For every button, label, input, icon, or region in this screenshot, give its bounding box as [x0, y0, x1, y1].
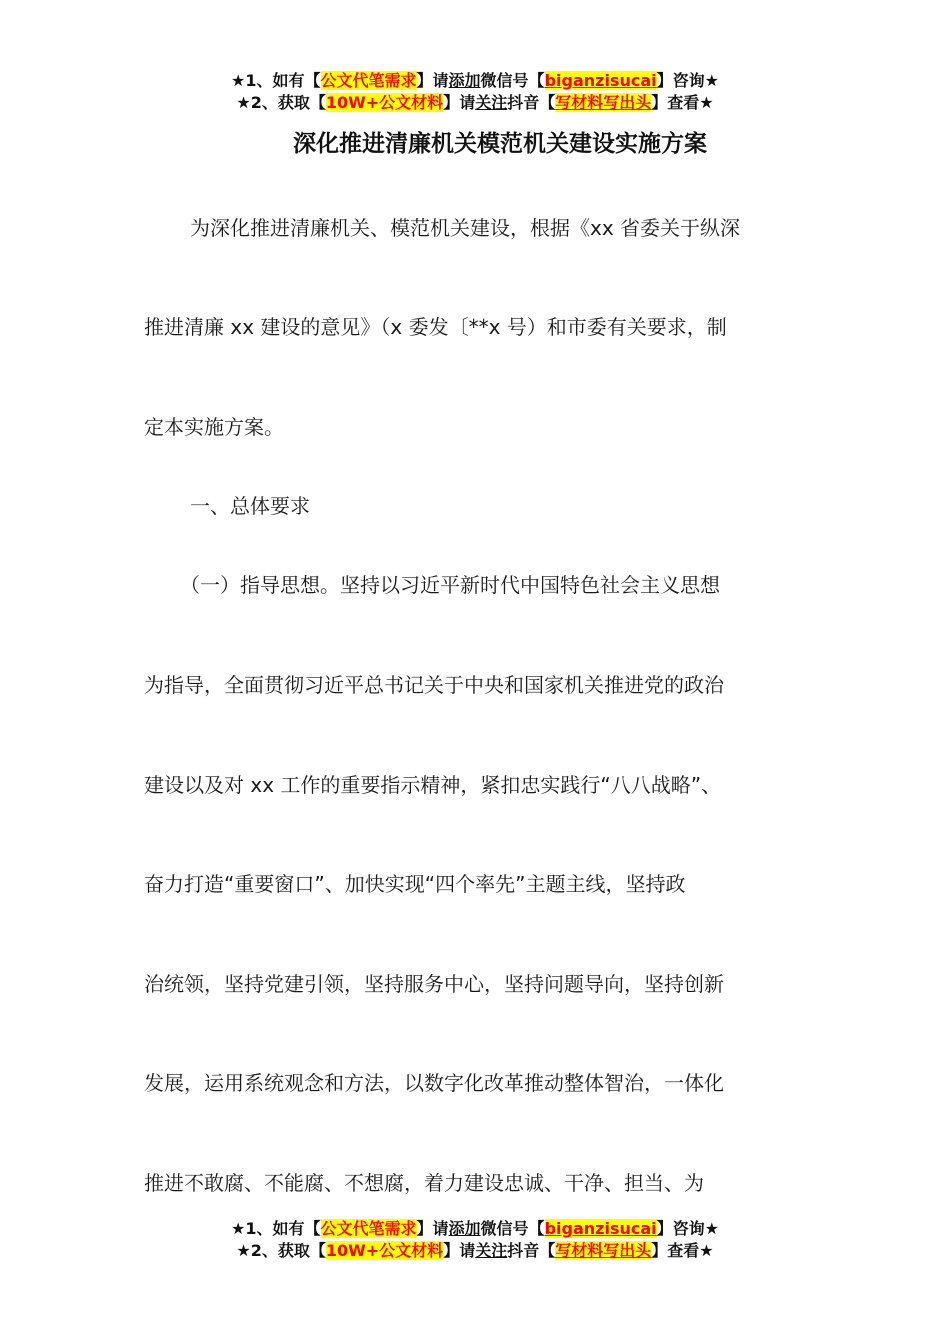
banner-highlight-tag: 10W+公文材料	[325, 93, 444, 112]
banner-wechat-id: biganzisucai	[544, 71, 657, 90]
banner-text: 】请	[443, 93, 476, 112]
banner-line-1	[0, 1218, 950, 1240]
document-title: 深化推进清廉机关模范机关建设实施方案	[293, 131, 707, 157]
body-line: 发展，运用系统观念和方法，以数字化改革推动整体智治，一体化	[144, 1071, 724, 1095]
banner-text: 抖音【	[507, 93, 556, 112]
banner-highlight-tag: 公文代笔需求	[320, 71, 417, 90]
banner-highlight-tag: 10W+公文材料	[325, 1241, 444, 1260]
banner-emphasis: 添加	[448, 71, 481, 90]
section-heading: 一、总体要求	[190, 494, 310, 518]
body-line: 为指导，全面贯彻习近平总书记关于中央和国家机关推进党的政治	[144, 673, 724, 697]
banner-emphasis: 关注	[475, 93, 508, 112]
body-line: 定本实施方案。	[144, 415, 284, 439]
header-banner	[0, 70, 950, 114]
banner-line-2	[0, 1240, 950, 1262]
banner-text: 抖音【	[507, 1241, 556, 1260]
banner-text: 】查看★	[651, 1241, 714, 1260]
body-line: 推进不敢腐、不能腐、不想腐，着力建设忠诚、干净、担当、为	[144, 1171, 704, 1195]
body-line: 治统领，坚持党建引领，坚持服务中心，坚持问题导向，坚持创新	[144, 972, 724, 996]
banner-emphasis: 添加	[448, 1219, 481, 1238]
banner-text: 】请	[416, 71, 449, 90]
body-line: （一）指导思想。坚持以习近平新时代中国特色社会主义思想	[180, 573, 720, 597]
banner-text: 】查看★	[651, 93, 714, 112]
banner-line-2	[0, 92, 950, 114]
banner-wechat-id: biganzisucai	[544, 1219, 657, 1238]
body-line: 推进清廉 xx 建设的意见》（x 委发〔**x 号）和市委有关要求，制	[144, 315, 727, 339]
banner-douyin-id: 写材料写出头	[555, 1241, 652, 1260]
banner-text: ★2、获取【	[236, 1241, 326, 1260]
body-line: 建设以及对 xx 工作的重要指示精神，紧扣忠实践行“八八战略”、	[144, 773, 722, 797]
banner-text: 】咨询★	[656, 71, 719, 90]
banner-douyin-id: 写材料写出头	[555, 93, 652, 112]
banner-text: 微信号【	[480, 1219, 545, 1238]
body-line: 为深化推进清廉机关、模范机关建设，根据《xx 省委关于纵深	[190, 216, 741, 240]
banner-text: ★2、获取【	[236, 93, 326, 112]
banner-text: 】请	[443, 1241, 476, 1260]
body-line: 奋力打造“重要窗口”、加快实现“四个率先”主题主线，坚持政	[144, 872, 686, 896]
banner-line-1	[0, 70, 950, 92]
banner-text: 】咨询★	[656, 1219, 719, 1238]
banner-text: 微信号【	[480, 71, 545, 90]
footer-banner	[0, 1218, 950, 1262]
banner-highlight-tag: 公文代笔需求	[320, 1219, 417, 1238]
banner-text: ★1、如有【	[231, 1219, 321, 1238]
banner-text: 】请	[416, 1219, 449, 1238]
banner-emphasis: 关注	[475, 1241, 508, 1260]
banner-text: ★1、如有【	[231, 71, 321, 90]
